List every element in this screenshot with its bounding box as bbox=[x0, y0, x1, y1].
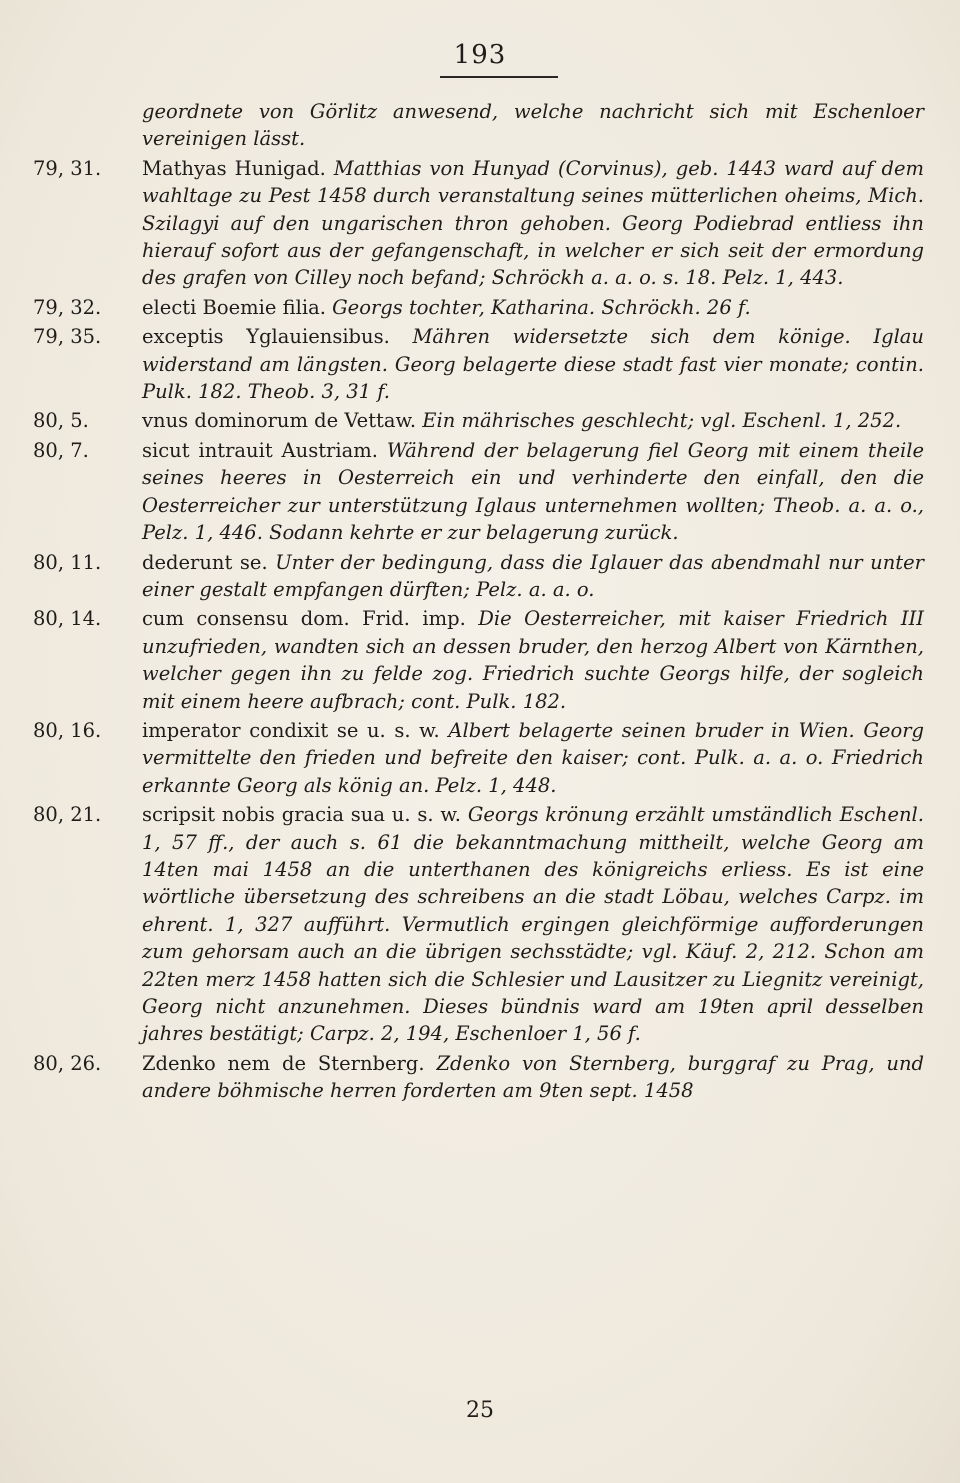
entry-ref: 80, 7. bbox=[33, 438, 89, 462]
entry-continuation bbox=[0, 98, 960, 153]
entry-commentary: Georgs krönung erzählt umständlich Eschenl. 1, 57 ff., der auch s. 61 die bekanntmachung mittheilt, welche Georg am 14ten mai 1458 an die unterthanen des königreichs erliess. Es ist eine wörtliche übersetzung des schreibens an die stadt Löbau, welches Carpz. im ehrent. 1, 327 aufführt. Vermutlich ergingen gleichförmige aufforderungen zum gehorsam auch an die übrigen sechsstädte; vgl. Käuf. 2, 212. Schon am 22ten merz 1458 hatten sich die Schlesier und Lausitzer zu Liegnitz vereinigt, Georg nicht anzunehmen. Dieses bündnis ward am 19ten april desselben jahres bestätigt; Carpz. 2, 194, Eschenloer 1, 56 f. bbox=[142, 803, 924, 1046]
entry-commentary: Während der belagerung fiel Georg mit einem theile seines heeres in Oesterreich ein und verhinderte den einfall, den die Oesterreicher zur unterstützung Iglaus unternehmen wollten; Theob. a. a. o., Pelz. 1, 446. Sodann kehrte er zur belagerung zurück. bbox=[142, 438, 925, 545]
entry-ref: 80, 21. bbox=[33, 803, 102, 827]
signature-mark: 25 bbox=[466, 1398, 494, 1423]
entry-ref: 80, 16. bbox=[33, 718, 102, 742]
entry-79-32 bbox=[0, 294, 960, 321]
entry-lemma: sicut intrauit Austriam. bbox=[142, 438, 378, 462]
entry-lemma: exceptis Yglauiensibus. bbox=[142, 325, 390, 349]
entry-80-5 bbox=[0, 407, 960, 434]
entry-lemma: Zdenko nem de Sternberg. bbox=[142, 1051, 425, 1075]
entry-lemma: cum consensu dom. Frid. imp. bbox=[142, 607, 466, 631]
entry-commentary: Unter der bedingung, dass die Iglauer das abendmahl nur unter einer gestalt empfangen dürften; Pelz. a. a. o. bbox=[142, 550, 924, 601]
entry-commentary: Matthias von Hunyad (Corvinus), geb. 1443 ward auf dem wahltage zu Pest 1458 durch veranstaltung seines mütterlichen oheims, Mich. Szilagyi auf den ungarischen thron gehoben. Georg Podiebrad entliess ihn hierauf sofort aus der gefangenschaft, in welcher er sich seit der ermordung des grafen von Cilley noch befand; Schröckh a. a. o. s. 18. Pelz. 1, 443. bbox=[142, 156, 925, 290]
entry-ref: 80, 5. bbox=[33, 409, 89, 433]
entry-commentary: Die Oesterreicher, mit kaiser Friedrich III unzufrieden, wandten sich an dessen bruder, den herzog Albert von Kärnthen, welcher gegen ihn zu felde zog. Friedrich suchte Georgs hilfe, der sogleich mit einem heere aufbrach; cont. Pulk. 182. bbox=[142, 607, 925, 713]
entry-commentary: Albert belagerte seinen bruder in Wien. Georg vermittelte den frieden und befreite den kaiser; cont. Pulk. a. a. o. Friedrich erkannte Georg als könig an. Pelz. 1, 448. bbox=[142, 718, 925, 797]
entry-ref: 79, 32. bbox=[33, 295, 102, 319]
page-number: 193 bbox=[453, 40, 507, 70]
entry-lemma: Mathyas Hunigad. bbox=[142, 156, 326, 180]
entry-79-35 bbox=[0, 323, 960, 405]
entry-ref: 80, 26. bbox=[33, 1051, 102, 1075]
entry-ref: 80, 14. bbox=[33, 607, 102, 631]
entry-commentary: geordnete von Görlitz anwesend, welche nachricht sich mit Eschenloer vereinigen lässt. bbox=[142, 100, 924, 151]
entry-commentary: Ein mährisches geschlecht; vgl. Eschenl. 1, 252. bbox=[422, 409, 902, 433]
entry-lemma: vnus dominorum de Vettaw. bbox=[142, 409, 417, 433]
entry-ref: 79, 35. bbox=[33, 325, 102, 349]
entry-80-7 bbox=[0, 437, 960, 547]
entry-80-11 bbox=[0, 549, 960, 604]
entry-lemma: scripsit nobis gracia sua u. s. w. bbox=[142, 803, 461, 827]
entry-80-14 bbox=[0, 605, 960, 715]
commentary-entries bbox=[0, 98, 960, 1107]
entry-lemma: dederunt se. bbox=[142, 550, 268, 574]
entry-79-31 bbox=[0, 155, 960, 292]
entry-lemma: imperator condixit se u. s. w. bbox=[142, 718, 440, 742]
entry-80-16 bbox=[0, 717, 960, 799]
entry-commentary: Mähren widersetzte sich dem könige. Iglau widerstand am längsten. Georg belagerte diese stadt fast vier monate; contin. Pulk. 182. Theob. 3, 31 f. bbox=[142, 325, 924, 404]
entry-ref: 79, 31. bbox=[33, 156, 102, 180]
entry-lemma: electi Boemie filia. bbox=[142, 295, 326, 319]
entry-ref: 80, 11. bbox=[33, 550, 102, 574]
entry-commentary: Georgs tochter, Katharina. Schröckh. 26 f. bbox=[332, 295, 751, 319]
entry-80-21 bbox=[0, 801, 960, 1048]
entry-80-26 bbox=[0, 1050, 960, 1105]
entry-commentary: Zdenko von Sternberg, burggraf zu Prag, und andere böhmische herren forderten am 9ten sept. 1458 bbox=[142, 1051, 924, 1103]
header-rule bbox=[440, 76, 558, 78]
